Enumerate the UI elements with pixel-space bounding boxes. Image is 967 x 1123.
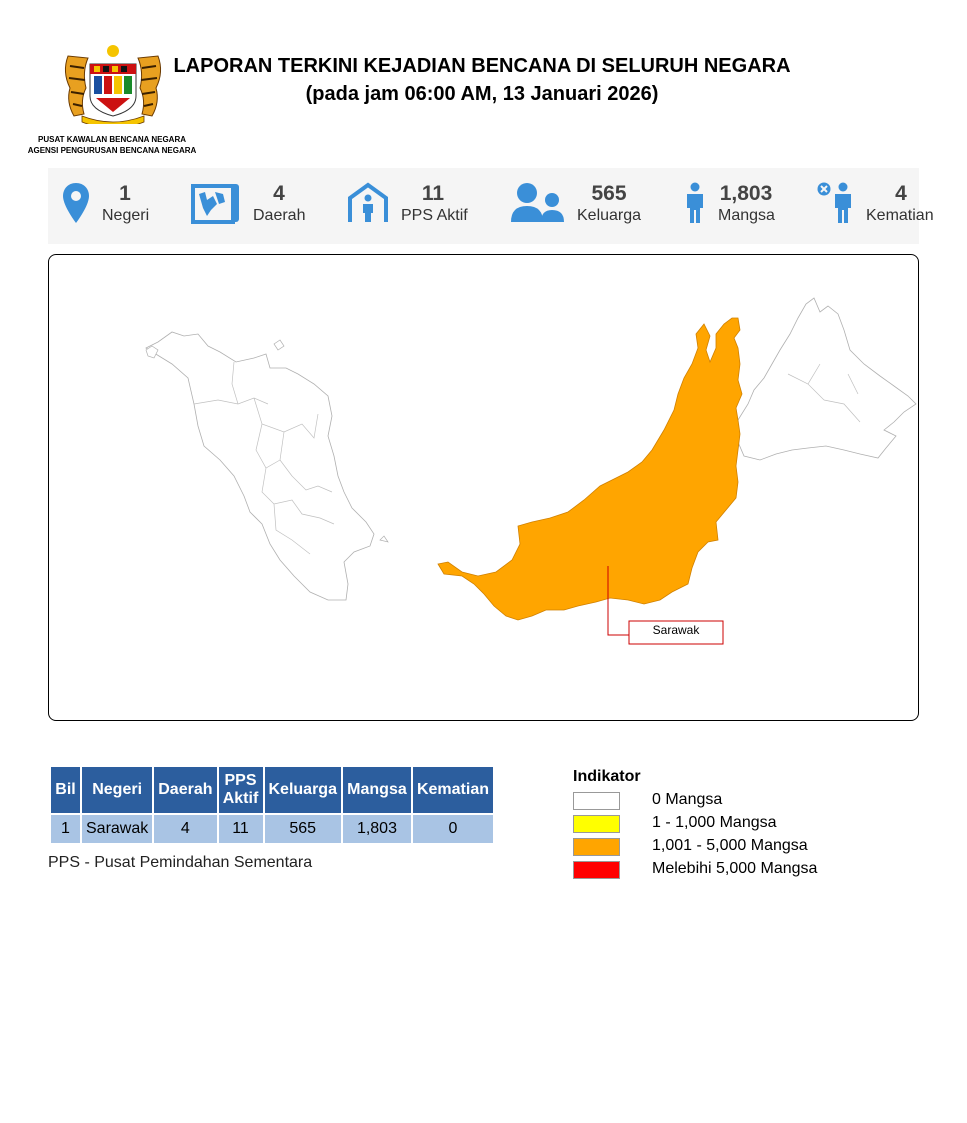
cell-daerah: 4 [154,815,216,843]
legend-title: Indikator [573,768,641,785]
stat-pps-value: 11 [421,182,445,205]
cell-negeri: Sarawak [82,815,152,843]
disaster-summary-table [49,767,495,843]
legend-label-2: 1,001 - 5,000 Mangsa [652,837,808,854]
sabah-region [738,298,916,460]
col-header-negeri: Negeri [82,767,152,815]
report-subtitle: (pada jam 06:00 AM, 13 Januari 2026) [305,83,659,105]
cell-bil: 1 [51,815,80,843]
legend-label-3: Melebihi 5,000 Mangsa [652,860,818,877]
stat-daerah-label: Daerah [253,207,306,224]
stats-bar [48,168,919,244]
stat-mangsa-value: 1,803 [719,182,773,205]
cell-mangsa: 1,803 [343,815,411,843]
legend-label-0: 0 Mangsa [652,791,723,808]
stat-daerah-value: 4 [273,182,285,205]
stat-negeri-value: 1 [119,182,131,205]
table-footnote: PPS - Pusat Pemindahan Sementara [48,854,313,871]
report-title: LAPORAN TERKINI KEJADIAN BENCANA DI SELURUH NEGARA [173,55,791,77]
org-name-line2: AGENSI PENGURUSAN BENCANA NEGARA [27,146,197,155]
table-row [51,815,493,843]
malaysia-map [48,254,918,720]
peninsular-malaysia-region [146,332,374,600]
death-icon [816,182,856,224]
table-header-row [51,767,493,815]
person-icon [684,182,706,224]
family-icon [510,182,566,224]
col-header-pps-aktif: PPS Aktif [219,767,263,815]
cell-kematian: 0 [413,815,493,843]
legend-swatch-0 [573,792,620,810]
org-name-line1: PUSAT KAWALAN BENCANA NEGARA [38,135,186,144]
col-header-bil: Bil [51,767,80,815]
col-header-mangsa: Mangsa [343,767,411,815]
district-map-icon [191,182,241,224]
stat-keluarga-value: 565 [591,182,627,205]
legend-swatch-1 [573,815,620,833]
stat-keluarga-label: Keluarga [577,207,642,224]
sarawak-region[interactable] [438,318,742,620]
stat-negeri-label: Negeri [102,207,150,224]
col-header-daerah: Daerah [154,767,216,815]
legend-label-1: 1 - 1,000 Mangsa [652,814,777,831]
shelter-icon [347,182,389,224]
stat-pps-label: PPS Aktif [401,207,468,224]
legend-swatch-2 [573,838,620,856]
stat-kematian-label: Kematian [866,207,934,224]
stat-kematian-value: 4 [895,182,907,205]
cell-keluarga: 565 [265,815,341,843]
col-header-keluarga: Keluarga [265,767,341,815]
col-header-kematian: Kematian [413,767,493,815]
location-pin-icon [62,182,90,224]
stat-mangsa-label: Mangsa [718,207,775,224]
map-callout-label: Sarawak [652,623,700,637]
cell-pps-aktif: 11 [219,815,263,843]
legend-swatch-3 [573,861,620,879]
